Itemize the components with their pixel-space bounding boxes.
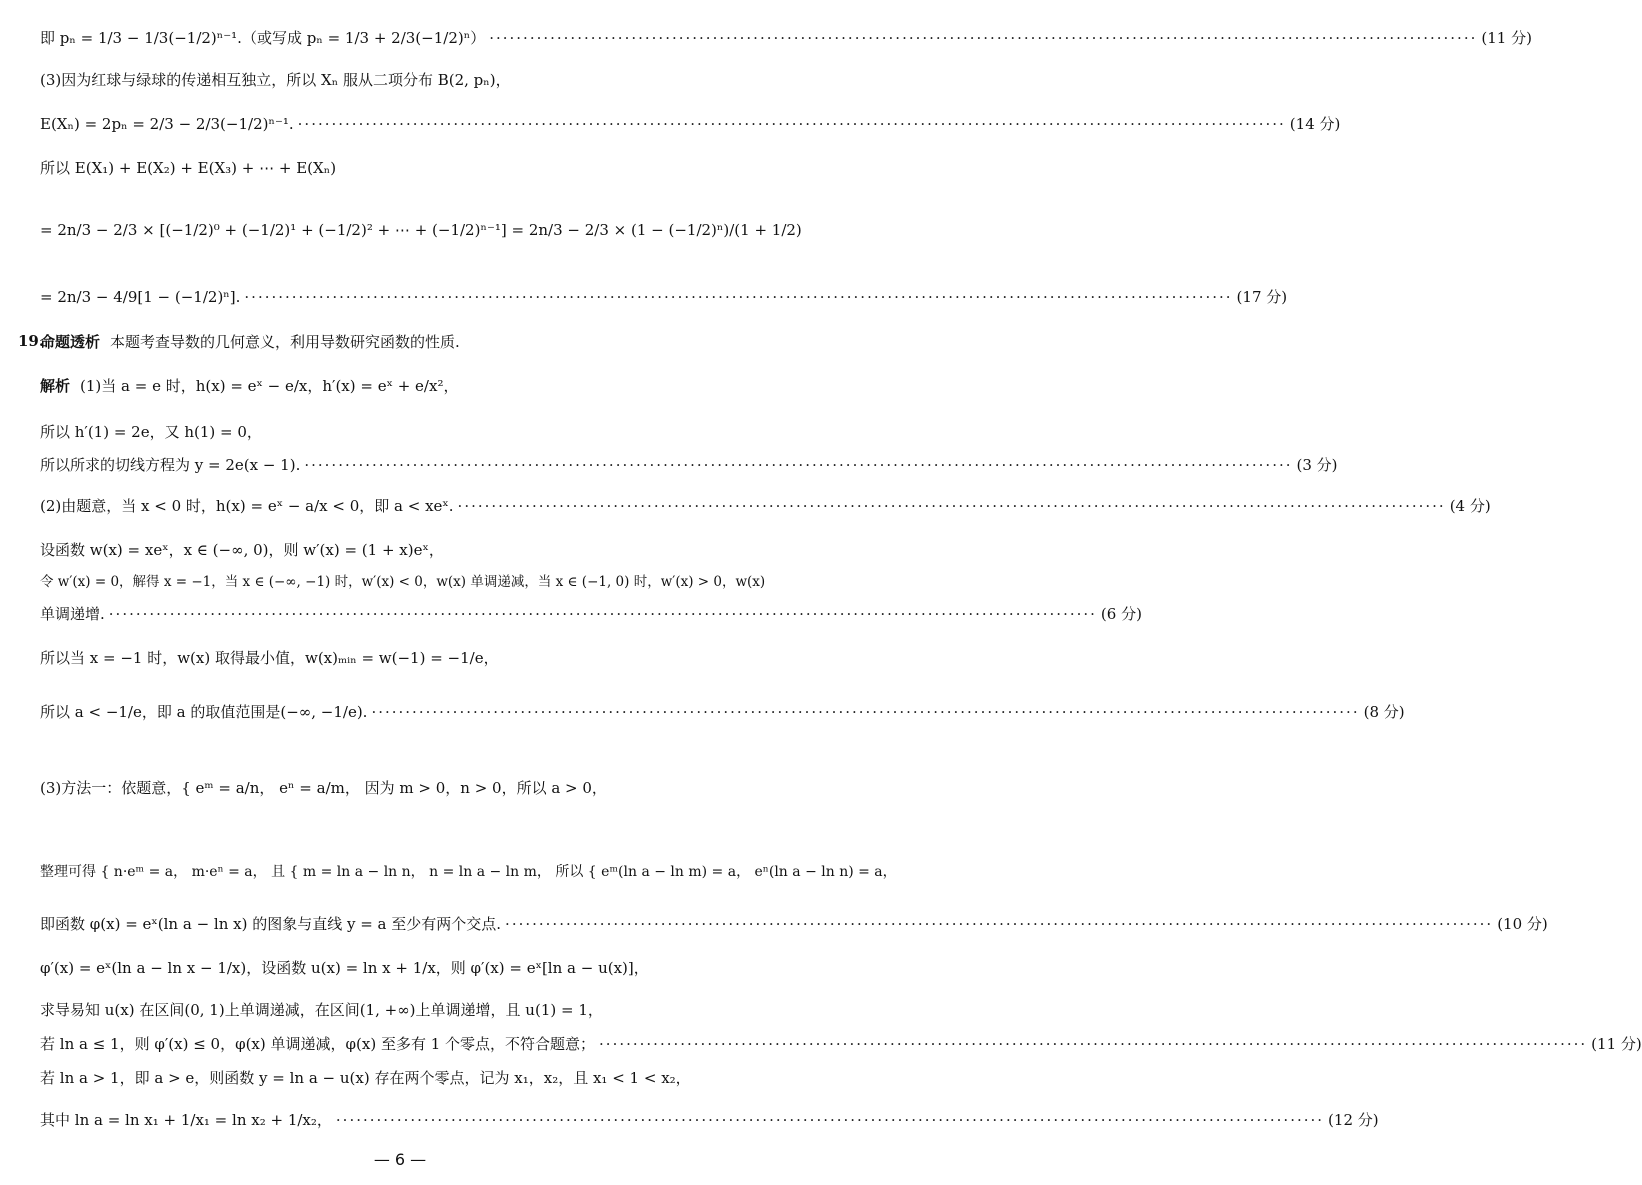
score-17: (17 分) <box>1236 288 1288 306</box>
analysis-label: 解析 <box>40 377 71 395</box>
score-11: (11 分) <box>1481 29 1532 47</box>
score-10: (10 分) <box>1497 915 1548 933</box>
score-8: (8 分) <box>1363 703 1405 721</box>
line-q19-intent: 命题透析 本题考查导数的几何意义，利用导数研究函数的性质. <box>40 333 460 351</box>
intent-label: 命题透析 <box>40 333 101 351</box>
page-number: — 6 — <box>373 1150 427 1169</box>
line-pn-formula: 即 pₙ = 1/3 − 1/3(−1/2)ⁿ⁻¹.（或写成 pₙ = 1/3 + 2/3(−1/2)ⁿ） ····· (11 分) <box>40 28 778 48</box>
line-phi-intersect: 即函数 φ(x) = eˣ(ln a − ln x) 的图象与直线 y = a 至少有两个交点. ····· (10 分) <box>40 914 778 934</box>
line-u-monotone: 求导易知 u(x) 在区间(0, 1)上单调递减，在区间(1, +∞)上单调递增，且 u(1) = 1， <box>40 1001 603 1019</box>
line-w-increase: 单调递增. ····· (6 分) <box>40 604 778 624</box>
line-part3-system: (3)方法一：依题意，{ eᵐ = a/n， eⁿ = a/m， 因为 m > 0，n > 0，所以 a > 0， <box>40 779 607 797</box>
score-12: (12 分) <box>1328 1111 1379 1129</box>
line-sum-result: = 2n/3 − 4/9[1 − (−1/2)ⁿ]. ····· (17 分) <box>40 287 778 307</box>
line-phi-derivative: φ′(x) = eˣ(ln a − ln x − 1/x)，设函数 u(x) = ln x + 1/x，则 φ′(x) = eˣ[ln a − u(x)]， <box>40 959 649 977</box>
score-3: (3 分) <box>1296 456 1338 474</box>
score-14: (14 分) <box>1289 115 1341 133</box>
line-w-monotone: 令 w′(x) = 0，解得 x = −1，当 x ∈ (−∞, −1) 时，w′(x) < 0，w(x) 单调递减，当 x ∈ (−1, 0) 时，w′(x) > 0，w(x) <box>40 574 766 590</box>
line-w-def: 设函数 w(x) = xeˣ，x ∈ (−∞, 0)，则 w′(x) = (1 + x)eˣ， <box>40 541 444 559</box>
score-6: (6 分) <box>1100 605 1142 623</box>
line-sum-series: = 2n/3 − 2/3 × [(−1/2)⁰ + (−1/2)¹ + (−1/2)² + ⋯ + (−1/2)ⁿ⁻¹] = 2n/3 − 2/3 × (1 − (−1/2)ⁿ)/(1 + 1/2) <box>40 221 802 239</box>
line-a-range: 所以 a < −1/e，即 a 的取值范围是(−∞, −1/e). ····· (8 分) <box>40 702 778 722</box>
line-part1: 解析 (1)当 a = e 时，h(x) = eˣ − e/x，h′(x) = eˣ + e/x²， <box>40 377 459 395</box>
line-part2: (2)由题意，当 x < 0 时，h(x) = eˣ − a/x < 0，即 a < xeˣ. ····· (4 分) <box>40 496 778 516</box>
line-h1: 所以 h′(1) = 2e，又 h(1) = 0， <box>40 423 262 441</box>
line-case1: 若 ln a ≤ 1，则 φ′(x) ≤ 0，φ(x) 单调递减，φ(x) 至多有 1 个零点，不符合题意； ····· (11 分) <box>40 1034 778 1054</box>
line-w-min: 所以当 x = −1 时，w(x) 取得最小值，w(x)ₘᵢₙ = w(−1) = −1/e， <box>40 649 499 667</box>
line-binomial: (3)因为红球与绿球的传递相互独立，所以 Xₙ 服从二项分布 B(2, pₙ)， <box>40 71 511 89</box>
question-number: 19. <box>18 332 45 350</box>
score-4: (4 分) <box>1449 497 1491 515</box>
line-case2: 若 ln a > 1，即 a > e，则函数 y = ln a − u(x) 存在两个零点，记为 x₁，x₂，且 x₁ < 1 < x₂， <box>40 1069 691 1087</box>
line-part3-transform: 整理可得 { n·eᵐ = a， m·eⁿ = a， 且 { m = ln a − ln n， n = ln a − ln m， 所以 { eᵐ(ln a − ln m) = a， eⁿ(ln a − ln n) = a， <box>40 864 897 880</box>
line-expectation: E(Xₙ) = 2pₙ = 2/3 − 2/3(−1/2)ⁿ⁻¹. ····· (14 分) <box>40 114 778 134</box>
score-11b: (11 分) <box>1591 1035 1642 1053</box>
line-tangent: 所以所求的切线方程为 y = 2e(x − 1). ····· (3 分) <box>40 455 778 475</box>
line-sum-intro: 所以 E(X₁) + E(X₂) + E(X₃) + ⋯ + E(Xₙ) <box>40 159 337 177</box>
line-ln-a: 其中 ln a = ln x₁ + 1/x₁ = ln x₂ + 1/x₂， ····· (12 分) <box>40 1110 778 1130</box>
